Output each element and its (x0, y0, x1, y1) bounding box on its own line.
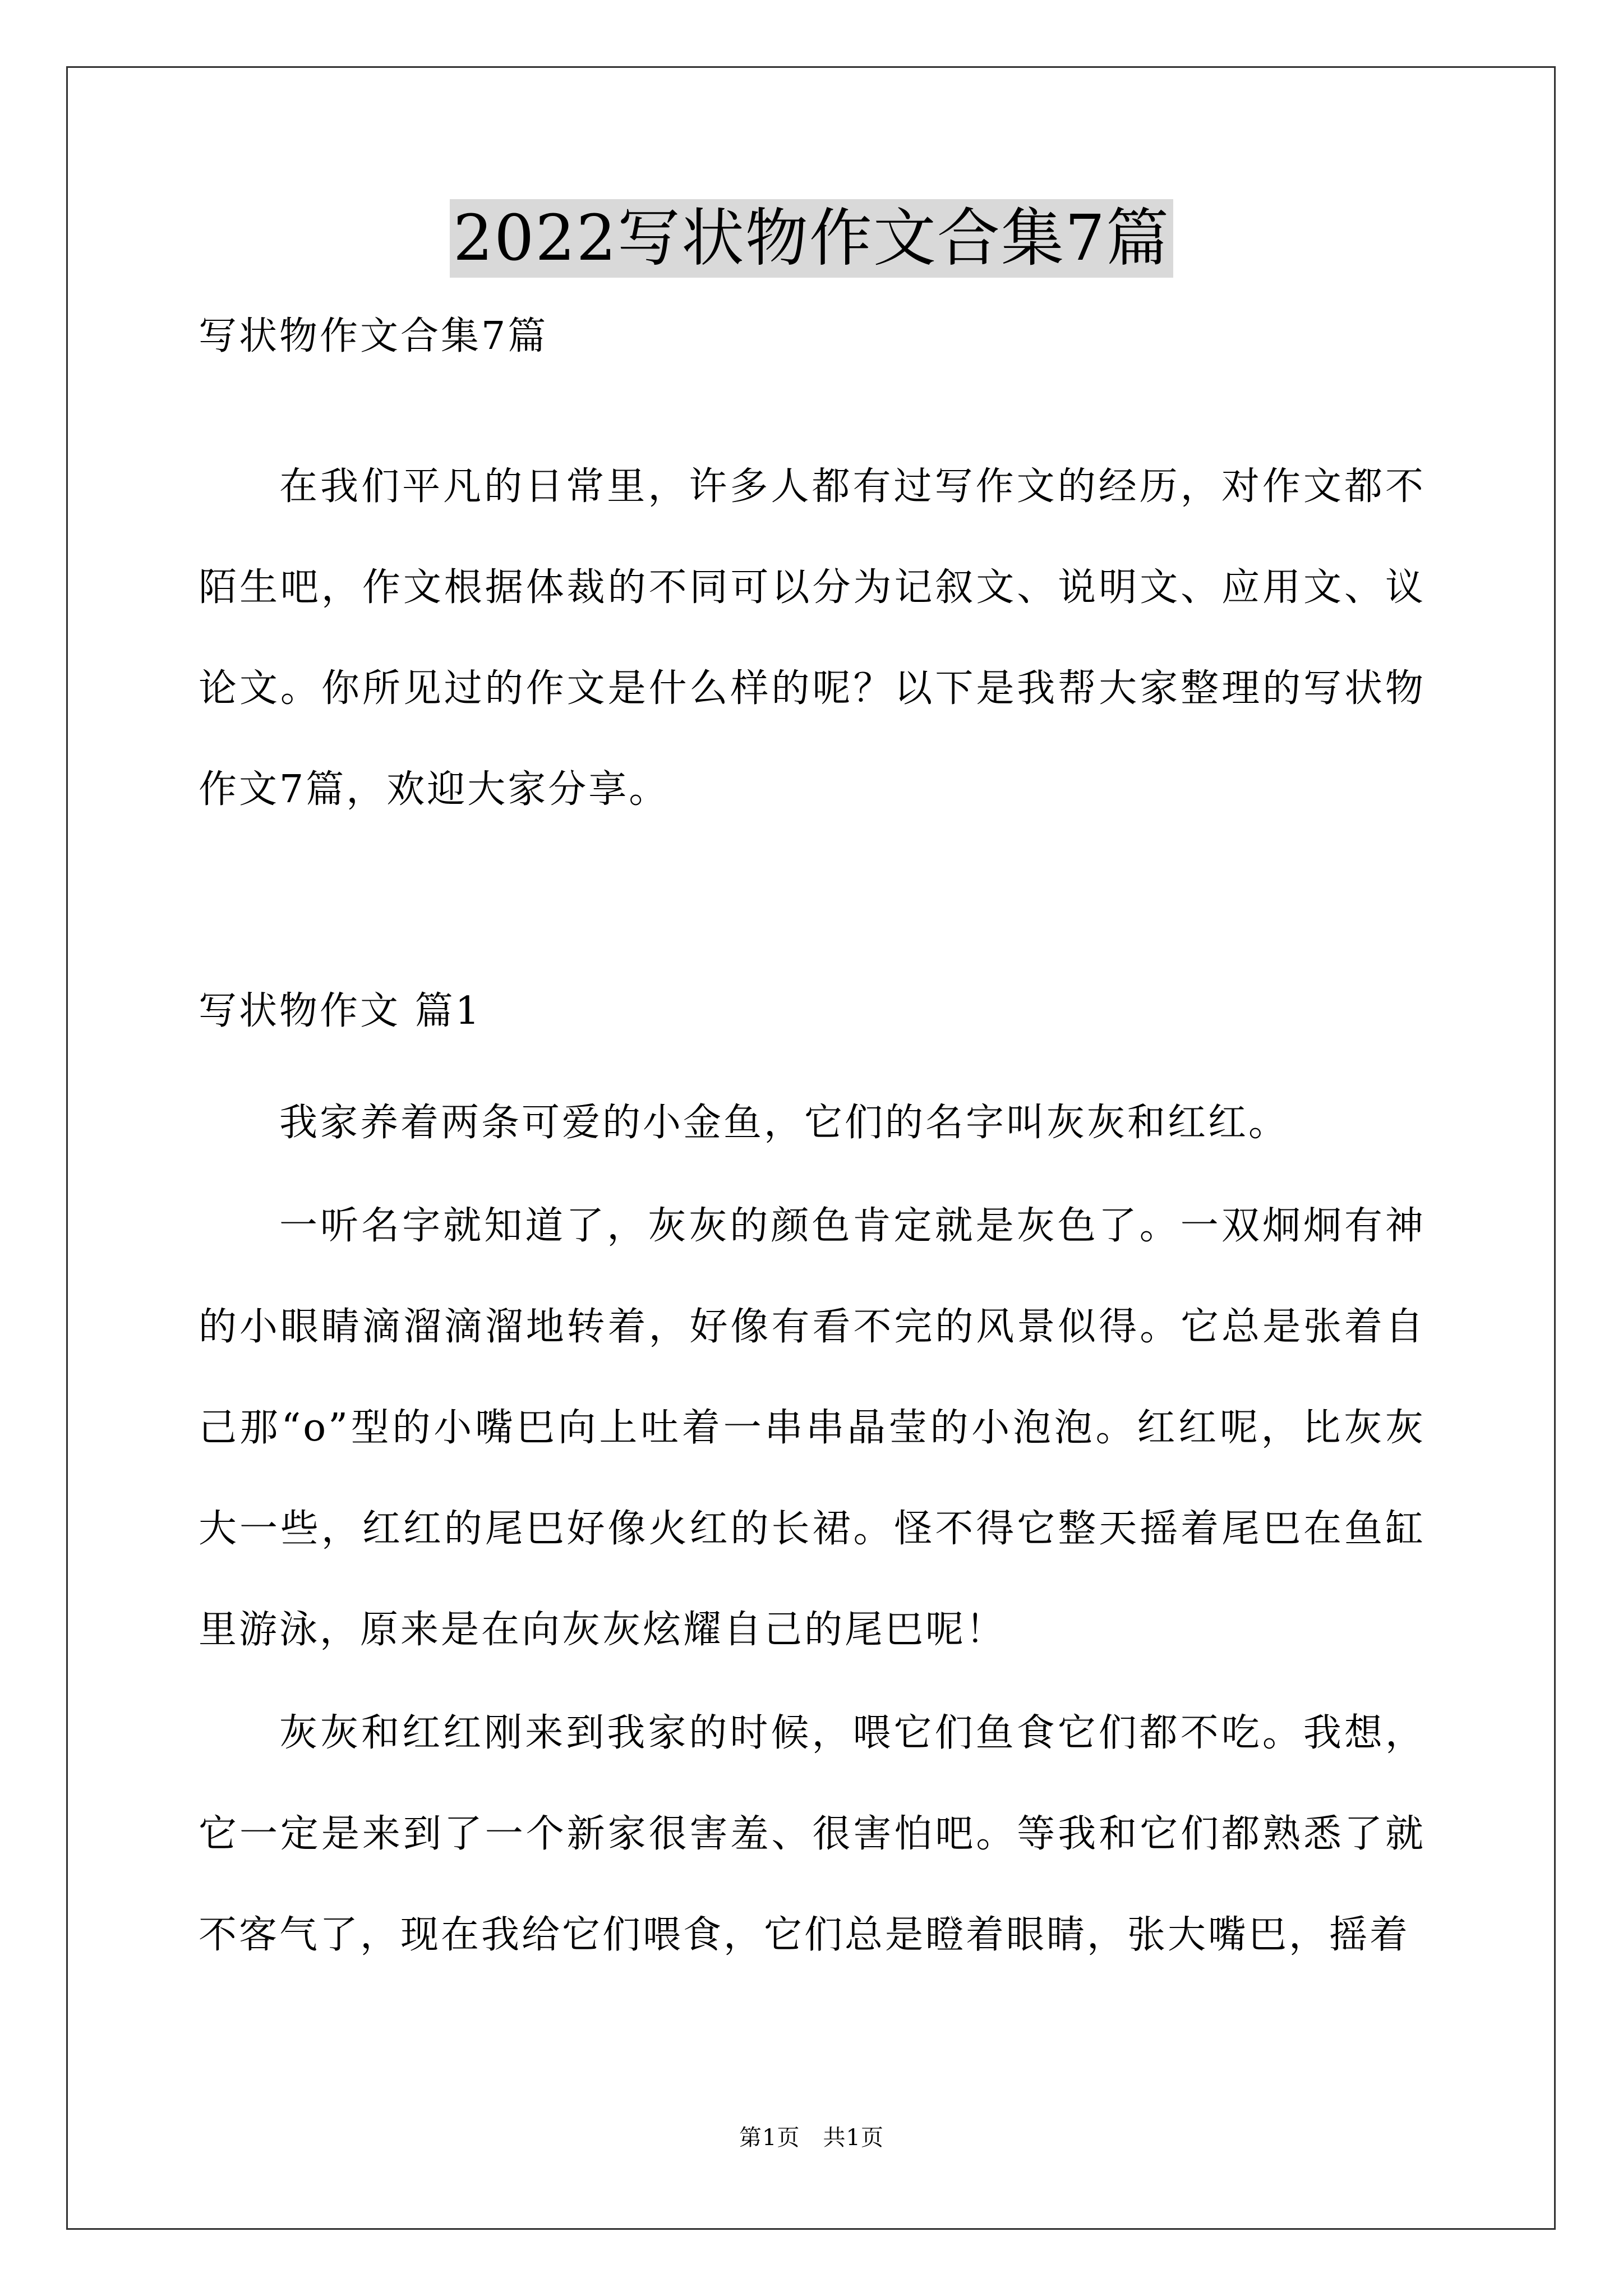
essay-body (199, 1073, 1426, 1986)
title-container (0, 199, 1623, 278)
intro-paragraph: 在我们平凡的日常里，许多人都有过写作文的经历，对作文都不陌生吧，作文根据体裁的不同可以分为记叙文、说明文、应用文、议论文。你所见过的作文是什么样的呢？以下是我帮大家整理的写状物作文7篇，欢迎大家分享。 (199, 464, 1426, 812)
essay-paragraph-1: 我家养着两条可爱的小金鱼，它们的名字叫灰灰和红红。 (279, 1101, 1289, 1145)
document-title: 2022写状物作文合集7篇 (450, 199, 1173, 278)
essay-paragraph-2: 一听名字就知道了，灰灰的颜色肯定就是灰色了。一双炯炯有神的小眼睛滴溜滴溜地转着，好像有看不完的风景似得。它总是张着自己那“o”型的小嘴巴向上吐着一串串晶莹的小泡泡。红红呢，比灰灰大一些，红红的尾巴好像火红的长裙。怪不得它整天摇着尾巴在鱼缸里游泳，原来是在向灰灰炫耀自己的尾巴呢！ (199, 1204, 1426, 1652)
document-subtitle: 写状物作文合集7篇 (199, 314, 548, 358)
page-footer: 第1页 共1页 (739, 2125, 884, 2151)
intro-section (199, 436, 1426, 840)
essay-paragraph-3: 灰灰和红红刚来到我家的时候，喂它们鱼食它们都不吃。我想，它一定是来到了一个新家很害羞、很害怕吧。等我和它们都熟悉了就不客气了，现在我给它们喂食，它们总是瞪着眼睛，张大嘴巴，摇着 (199, 1711, 1426, 1957)
section-heading: 写状物作文 篇1 (199, 989, 482, 1033)
